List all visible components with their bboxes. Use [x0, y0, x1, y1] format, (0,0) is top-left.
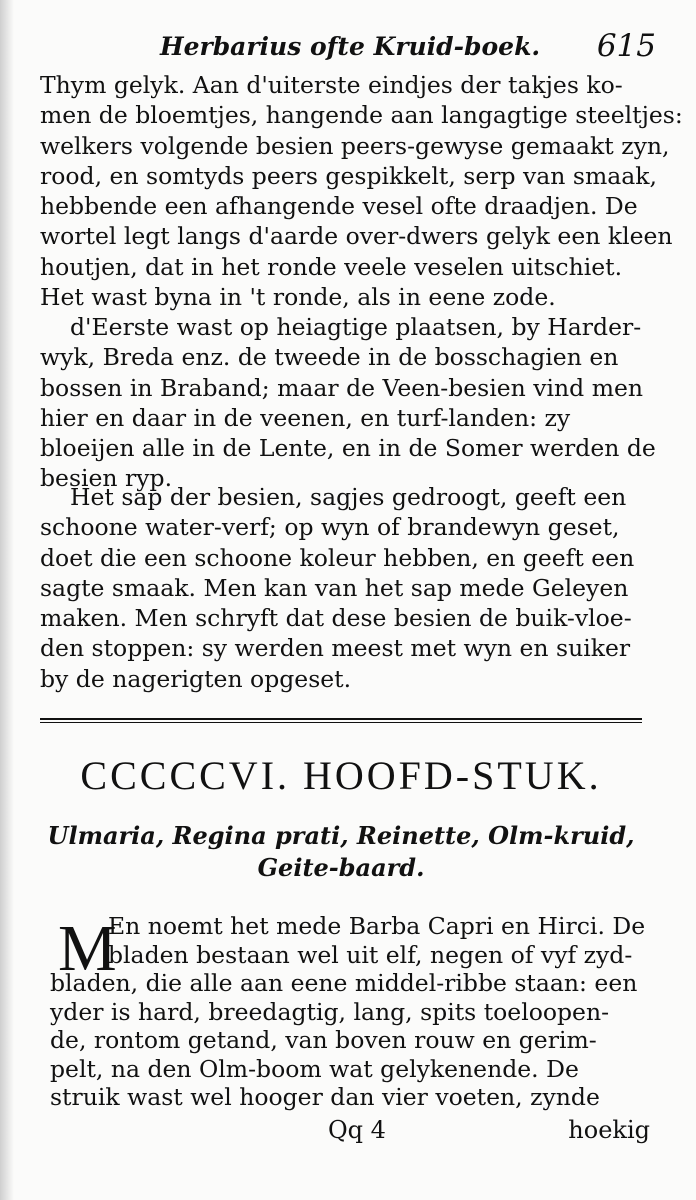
text-line: d'Eerste wast op heiagtige plaatsen, by Harder- [70, 313, 642, 341]
text-line: houtjen, dat in het ronde veele veselen uitschiet. [40, 252, 623, 281]
section-rule [40, 718, 642, 720]
page-gutter-shadow [0, 0, 14, 1200]
text-line: En noemt het mede Barba Capri en Hirci. De [108, 912, 646, 940]
subtitle-line: Ulmaria, Regina prati, Reinette, Olm-kruid, [47, 821, 635, 850]
text-line: hier en daar in de veenen, en turf-landen: zy [40, 403, 571, 432]
text-line: rood, en somtyds peers gespikkelt, serp van smaak, [40, 161, 657, 190]
text-line: maken. Men schryft dat dese besien de buik-vloe- [40, 604, 632, 633]
text-line: schoone water-verf; op wyn of brandewyn geset, [40, 513, 620, 542]
text-line: wortel legt langs d'aarde over-dwers gelyk een kleen [40, 222, 673, 251]
text-line: bladen bestaan wel uit elf, negen of vyf zyd- [108, 940, 633, 969]
text-line: doet die een schoone koleur hebben, en geeft een [40, 543, 635, 572]
text-line: wyk, Breda enz. de tweede in de bosschagien en [40, 343, 619, 372]
page-number: 615 [596, 28, 656, 64]
paragraph-2 [40, 312, 656, 494]
text-line: Thym gelyk. Aan d'uiterste eindjes der takjes ko- [40, 71, 623, 99]
text-line: besien ryp. [40, 464, 173, 493]
text-line: bloeijen alle in de Lente, en in de Somer werden de [40, 434, 656, 463]
chapter-heading: CCCCCVI. HOOFD-STUK. [80, 753, 602, 798]
text-line: bladen, die alle aan eene middel-ribbe staan: een [50, 969, 638, 997]
text-line: Het wast byna in 't ronde, als in eene zode. [40, 283, 556, 312]
subtitle-line: Geite-baard. [257, 853, 425, 882]
text-line: de, rontom getand, van boven rouw en gerim- [50, 1026, 597, 1054]
catchword: hoekig [568, 1116, 650, 1144]
text-line: bossen in Braband; maar de Veen-besien vind men [40, 373, 644, 402]
text-line: men de bloemtjes, hangende aan langagtige steeltjes: [40, 101, 683, 130]
running-title: Herbarius ofte Kruid-boek. [160, 32, 541, 61]
text-line: welkers volgende besien peers-gewyse gemaakt zyn, [40, 131, 670, 160]
text-line: hebbende een afhangende vesel ofte draadjen. De [40, 192, 638, 221]
text-line: Het sap der besien, sagjes gedroogt, geeft een [70, 483, 627, 511]
chapter-subtitle [40, 820, 642, 884]
signature-mark: Qq 4 [328, 1116, 386, 1144]
drop-cap: M [58, 912, 117, 985]
chapter-body [50, 912, 648, 1112]
text-line: struik wast wel hooger dan vier voeten, zynde [50, 1083, 600, 1111]
text-line: sagte smaak. Men kan van het sap mede Geleyen [40, 573, 629, 602]
text-line: pelt, na den Olm-boom wat gelykenende. De [50, 1054, 579, 1083]
text-line: yder is hard, breedagtig, lang, spits toeloopen- [50, 997, 610, 1026]
paragraph-1 [40, 70, 683, 312]
section-rule-thin [40, 722, 642, 723]
text-line: den stoppen: sy werden meest met wyn en suiker [40, 634, 631, 663]
text-line: by de nagerigten opgeset. [40, 664, 352, 693]
page-header [40, 28, 656, 68]
paragraph-3 [40, 482, 640, 694]
